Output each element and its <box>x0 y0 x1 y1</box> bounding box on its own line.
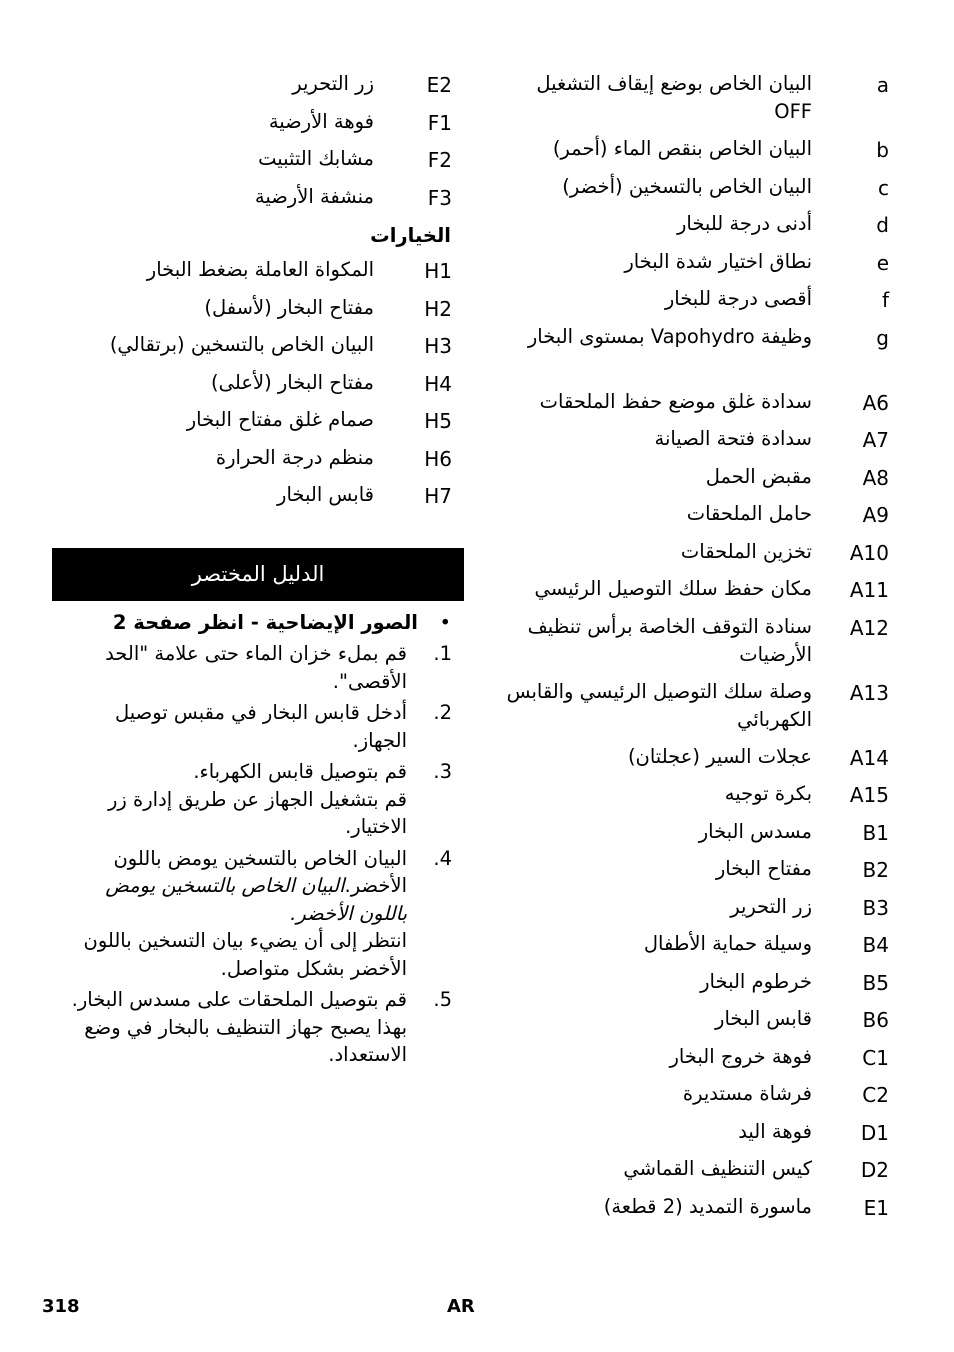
item-text: مفتاح البخار (لأعلى) <box>211 370 374 394</box>
list-item <box>505 1043 895 1081</box>
page-number: 318 <box>42 1296 80 1317</box>
item-text: قابس البخار <box>277 483 374 506</box>
list-item <box>505 780 895 818</box>
item-code: A6 <box>862 390 889 415</box>
item-text: فوهة الأرضية <box>268 109 374 133</box>
step-text: بهذا يصبح جهاز التنظيف بالبخار في وضع الاستعداد. <box>84 1015 407 1066</box>
list-item <box>505 1193 895 1231</box>
item-text: البيان الخاص بالتسخين (برتقالي) <box>109 333 374 356</box>
item-code: g <box>876 325 889 350</box>
list-item <box>52 256 464 294</box>
list-item <box>505 575 895 613</box>
item-code: H6 <box>424 446 452 471</box>
item-code: A7 <box>862 428 889 452</box>
item-code: B6 <box>862 1008 889 1032</box>
step-number: 4. <box>433 846 452 870</box>
list-item <box>52 145 464 183</box>
list-item <box>505 818 895 856</box>
item-text: ماسورة التمديد (2 قطعة) <box>603 1194 812 1218</box>
list-item <box>505 70 895 135</box>
list-item <box>52 331 464 369</box>
step-text: قم بتوصيل قابس الكهرباء. <box>193 760 407 783</box>
item-code: F2 <box>427 148 452 172</box>
item-code: D1 <box>860 1120 889 1145</box>
item-code: e <box>876 250 889 275</box>
step-text: أدخل قابس البخار في مقبس توصيل الجهاز. <box>115 701 407 752</box>
bullet-item <box>60 609 460 636</box>
item-text: مشابك التثبيت <box>258 147 374 170</box>
item-code: D2 <box>860 1158 889 1182</box>
step-number: 2. <box>433 701 452 724</box>
item-text: حامل الملحقات <box>686 502 812 525</box>
item-code: A9 <box>862 503 889 527</box>
list-item <box>505 285 895 323</box>
item-text: سدادة غلق موضع حفظ الملحقات <box>539 389 812 413</box>
item-code: c <box>878 175 889 200</box>
step-text: قم بتشغيل الجهاز عن طريق إدارة زر الاختيار. <box>108 787 407 838</box>
item-text: البيان الخاص بالتسخين (أخضر) <box>562 174 812 198</box>
list-item <box>52 481 464 519</box>
list-item <box>505 135 895 173</box>
list-item <box>505 425 895 463</box>
item-text: وظيفة Vapohydro بمستوى البخار <box>527 324 812 348</box>
component-list-right <box>505 70 895 1230</box>
list-item <box>505 173 895 211</box>
item-code: B4 <box>862 933 889 957</box>
item-text: سدادة فتحة الصيانة <box>654 427 812 450</box>
divider <box>52 600 464 601</box>
item-code: f <box>881 288 889 312</box>
item-text: وصلة سلك التوصيل الرئيسي والقابس الكهربائي <box>506 679 812 731</box>
component-list-left <box>52 70 464 519</box>
item-code: A10 <box>849 540 889 565</box>
item-text: زر التحرير <box>292 72 374 95</box>
item-text: البيان الخاص بوضع إيقاف التشغيل OFF <box>536 72 812 123</box>
list-item <box>505 248 895 286</box>
item-text: المكواة العاملة بضغط البخار <box>146 258 374 281</box>
item-code: A14 <box>849 745 889 770</box>
item-code: H5 <box>424 409 452 433</box>
step-text <box>60 845 407 928</box>
item-code: A12 <box>849 615 889 640</box>
item-text: فوهة اليد <box>738 1119 812 1143</box>
language-code: AR <box>447 1296 475 1317</box>
list-item <box>505 1155 895 1193</box>
item-code: A15 <box>849 783 889 807</box>
bullet-text: الصور الإيضاحية - انظر صفحة 2 <box>112 611 418 634</box>
item-code: B3 <box>862 895 889 920</box>
item-code: H4 <box>424 371 452 396</box>
item-text: مكان حفظ سلك التوصيل الرئيسي <box>534 577 812 600</box>
item-text: فرشاة مستديرة <box>682 1082 812 1105</box>
item-text: مسدس البخار <box>698 819 812 843</box>
item-text: أدنى درجة للبخار <box>676 212 812 235</box>
list-item <box>505 855 895 893</box>
step-text-main: البيان الخاص بالتسخين يومض باللون الأخضر. <box>113 846 407 897</box>
item-text: منشفة الأرضية <box>254 184 374 208</box>
item-text: مفتاح البخار <box>715 857 812 880</box>
item-text: مفتاح البخار (لأسفل) <box>204 295 374 319</box>
list-item <box>52 369 464 407</box>
item-code: H3 <box>424 334 452 358</box>
step-item <box>60 758 460 841</box>
item-code: b <box>876 138 889 162</box>
item-code: E2 <box>426 73 452 97</box>
item-code: H7 <box>424 484 452 508</box>
item-text: قابس البخار <box>715 1007 812 1030</box>
list-item <box>52 70 464 108</box>
list-item <box>505 893 895 931</box>
item-code: C1 <box>862 1045 889 1070</box>
item-code: H2 <box>424 296 452 321</box>
item-text: بكرة توجيه <box>724 782 812 805</box>
item-text: عجلات السير (عجلتان) <box>627 744 812 768</box>
item-code: F3 <box>427 185 452 210</box>
list-item <box>52 183 464 221</box>
list-item <box>505 500 895 538</box>
list-item <box>52 108 464 146</box>
list-item <box>505 388 895 426</box>
item-text: وسيلة حماية الأطفال <box>643 932 812 955</box>
list-item <box>52 294 464 332</box>
item-code: C2 <box>862 1083 889 1107</box>
step-text: قم بتوصيل الملحقات على مسدس البخار. <box>71 988 407 1011</box>
item-code: H1 <box>424 259 452 283</box>
item-text: البيان الخاص بنقص الماء (أحمر) <box>552 137 812 160</box>
step-number: 5. <box>433 988 452 1011</box>
item-code: A8 <box>862 465 889 490</box>
step-item <box>60 699 460 754</box>
quick-guide-steps <box>60 609 460 1069</box>
item-text: سنادة التوقف الخاصة برأس تنظيف الأرضيات <box>527 614 812 666</box>
item-code: B2 <box>862 858 889 882</box>
item-code: B5 <box>862 970 889 995</box>
bullet-icon: • <box>439 611 451 634</box>
item-text: زر التحرير <box>730 894 812 918</box>
list-item <box>505 930 895 968</box>
item-text: تخزين الملحقات <box>680 539 812 563</box>
item-text: منظم درجة الحرارة <box>215 445 374 469</box>
list-item <box>505 1118 895 1156</box>
section-title: الدليل المختصر <box>52 548 464 600</box>
item-code: A13 <box>849 680 889 705</box>
list-item <box>52 444 464 482</box>
item-code: d <box>876 213 889 237</box>
step-text-italic: البيان الخاص بالتسخين يومض باللون الأخضر. <box>105 874 407 925</box>
item-text: خرطوم البخار <box>700 969 812 993</box>
item-code: A11 <box>849 578 889 602</box>
step-number: 1. <box>433 642 452 665</box>
item-text: فوهة خروج البخار <box>669 1044 812 1068</box>
list-item <box>505 463 895 501</box>
list-item <box>505 210 895 248</box>
step-number: 3. <box>433 760 452 783</box>
item-code: B1 <box>862 820 889 845</box>
step-item <box>60 640 460 695</box>
list-item <box>505 1080 895 1118</box>
list-item <box>505 743 895 781</box>
list-item <box>52 406 464 444</box>
list-item <box>505 613 895 678</box>
list-item <box>505 1005 895 1043</box>
item-text: صمام غلق مفتاح البخار <box>186 408 374 431</box>
item-text: أقصى درجة للبخار <box>664 287 812 310</box>
list-item <box>505 323 895 388</box>
list-item <box>505 968 895 1006</box>
item-code: F1 <box>427 110 452 135</box>
options-heading: الخيارات <box>370 224 451 247</box>
list-item <box>505 678 895 743</box>
step-text: قم بملء خزان الماء حتى علامة "الحد الأقصى". <box>105 642 407 693</box>
step-item <box>60 986 460 1069</box>
step-item <box>60 845 460 983</box>
item-code: E1 <box>863 1195 889 1220</box>
item-text: كيس التنظيف القماشي <box>623 1157 812 1180</box>
item-text: مقبض الحمل <box>705 464 812 488</box>
list-item <box>505 538 895 576</box>
item-text: نطاق اختيار شدة البخار <box>624 249 812 273</box>
item-code: a <box>876 73 889 97</box>
step-text: انتظر إلى أن يضيء بيان التسخين باللون الأخضر بشكل متواصل. <box>83 929 407 980</box>
